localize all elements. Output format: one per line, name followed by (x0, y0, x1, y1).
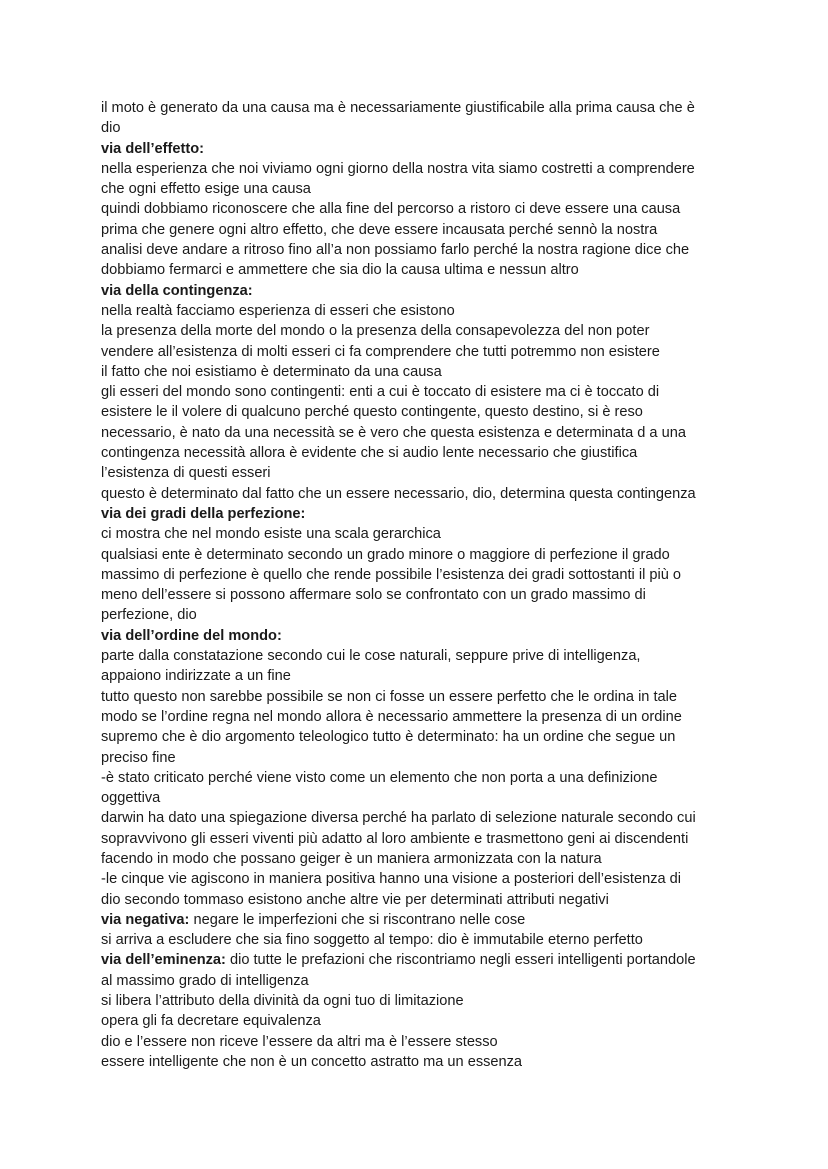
section-heading: via dei gradi della perfezione: (101, 505, 306, 522)
text-line (101, 829, 733, 849)
line-text: meno dell’essere si possono affermare solo se confrontato con un grado massimo di (101, 587, 646, 604)
line-text: dobbiamo fermarci e ammettere che sia dio la causa ultima e nessun altro (101, 262, 579, 279)
text-line (101, 707, 733, 727)
section-heading: via dell’effetto: (101, 140, 204, 157)
text-line (101, 646, 733, 666)
text-line (101, 301, 733, 321)
text-line (101, 524, 733, 544)
text-line (101, 890, 733, 910)
line-text: essere intelligente che non è un concetto astratto ma un essenza (101, 1053, 523, 1070)
text-line (101, 240, 733, 260)
text-line (101, 605, 733, 625)
text-line (101, 342, 733, 362)
line-text: modo se l’ordine regna nel mondo allora è necessario ammettere la presenza di un ordine (101, 708, 682, 725)
line-text: ci mostra che nel mondo esiste una scala gerarchica (101, 526, 441, 543)
line-text: sopravvivono gli esseri viventi più adatto al loro ambiente e trasmettono geni ai discendenti (101, 830, 689, 847)
text-line (101, 788, 733, 808)
section-heading: via dell’ordine del mondo: (101, 627, 282, 644)
text-line (101, 869, 733, 889)
text-line (101, 1032, 733, 1052)
text-line (101, 1011, 733, 1031)
section-heading-line (101, 139, 733, 159)
line-text: opera gli fa decretare equivalenza (101, 1013, 321, 1030)
text-line (101, 423, 733, 443)
line-text: dio secondo tommaso esistono anche altre vie per determinati attributi negativi (101, 891, 609, 908)
line-text: appaiono indirizzate a un fine (101, 668, 291, 685)
line-text: vendere all’esistenza di molti esseri ci fa comprendere che tutti potremmo non esistere (101, 343, 660, 360)
line-text: si arriva a escludere che sia fino soggetto al tempo: dio è immutabile eterno perfetto (101, 932, 643, 949)
text-line (101, 98, 733, 118)
line-text: il moto è generato da una causa ma è necessariamente giustificabile alla prima causa che è (101, 100, 695, 116)
text-line (101, 260, 733, 280)
line-text: negare le imperfezioni che si riscontrano nelle cose (189, 911, 526, 928)
line-text: quindi dobbiamo riconoscere che alla fine del percorso a ristoro ci deve essere una causa (101, 201, 681, 218)
text-line (101, 362, 733, 382)
text-line (101, 402, 733, 422)
section-heading-line (101, 910, 733, 930)
line-text: darwin ha dato una spiegazione diversa perché ha parlato di selezione naturale secondo cui (101, 810, 696, 827)
section-heading: via della contingenza: (101, 282, 253, 299)
line-text: oggettiva (101, 790, 161, 807)
line-text: si libera l’attributo della divinità da ogni tuo di limitazione (101, 993, 464, 1010)
section-heading: via dell’eminenza: (101, 952, 226, 969)
line-text: massimo di perfezione è quello che rende possibile l’esistenza dei gradi sottostanti il più o (101, 566, 682, 583)
line-text: dio tutte le prefazioni che riscontriamo negli esseri intelligenti portandole (225, 952, 696, 969)
text-line (101, 687, 733, 707)
text-line (101, 565, 733, 585)
text-line (101, 382, 733, 402)
line-text: esistere le il volere di qualcuno perché questo contingente, questo destino, si è reso (101, 404, 643, 421)
line-text: -le cinque vie agiscono in maniera positiva hanno una visione a posteriori dell’esistenza di (101, 871, 682, 888)
section-heading-line (101, 626, 733, 646)
line-text: supremo che è dio argomento teleologico tutto è determinato: ha un ordine che segue un (101, 729, 676, 746)
text-line (101, 220, 733, 240)
text-line (101, 118, 733, 138)
text-line (101, 849, 733, 869)
line-text: al massimo grado di intelligenza (101, 972, 309, 989)
text-line (101, 463, 733, 483)
line-text: nella esperienza che noi viviamo ogni giorno della nostra vita siamo costretti a comprendere (101, 160, 695, 177)
line-text: analisi deve andare a ritroso fino all’a non possiamo farlo perché la nostra ragione dice che (101, 242, 690, 259)
section-heading-line (101, 281, 733, 301)
line-text: che ogni effetto esige una causa (101, 181, 311, 198)
text-line (101, 971, 733, 991)
line-text: l’esistenza di questi esseri (101, 465, 271, 482)
line-text: la presenza della morte del mondo o la presenza della consapevolezza del non poter (101, 323, 650, 340)
text-line (101, 1052, 733, 1072)
line-text: nella realtà facciamo esperienza di esseri che esistono (101, 302, 455, 319)
section-heading-line (101, 950, 733, 970)
line-text: contingenza necessità allora è evidente che si audio lente necessario che giustifica (101, 445, 638, 462)
text-line (101, 545, 733, 565)
line-text: preciso fine (101, 749, 176, 766)
text-line (101, 768, 733, 788)
text-line (101, 727, 733, 747)
line-text: perfezione, dio (101, 607, 197, 624)
text-line (101, 443, 733, 463)
text-line (101, 199, 733, 219)
text-line (101, 159, 733, 179)
line-text: facendo in modo che possano geiger è un maniera armonizzata con la natura (101, 850, 602, 867)
line-text: dio (101, 120, 121, 137)
text-line (101, 808, 733, 828)
section-heading-line (101, 504, 733, 524)
line-text: tutto questo non sarebbe possibile se non ci fosse un essere perfetto che le ordina in tale (101, 688, 678, 705)
line-text: prima che genere ogni altro effetto, che deve essere incausata perché sennò la nostra (101, 221, 658, 238)
text-line (101, 321, 733, 341)
line-text: necessario, è nato da una necessità se è vero che questa esistenza e determinata d a una (101, 424, 686, 441)
text-line (101, 585, 733, 605)
section-heading: via negativa: (101, 911, 190, 928)
line-text: il fatto che noi esistiamo è determinato da una causa (101, 363, 442, 380)
text-line (101, 484, 733, 504)
document-body (101, 98, 733, 1072)
line-text: -è stato criticato perché viene visto come un elemento che non porta a una definizione (101, 769, 658, 786)
line-text: qualsiasi ente è determinato secondo un grado minore o maggiore di perfezione il grado (101, 546, 670, 563)
line-text: questo è determinato dal fatto che un essere necessario, dio, determina questa contingenza (101, 485, 696, 502)
text-line (101, 991, 733, 1011)
text-line (101, 179, 733, 199)
line-text: dio e l’essere non riceve l’essere da altri ma è l’essere stesso (101, 1033, 498, 1050)
text-line (101, 666, 733, 686)
line-text: gli esseri del mondo sono contingenti: enti a cui è toccato di esistere ma ci è toccato di (101, 384, 660, 401)
text-line (101, 748, 733, 768)
line-text: parte dalla constatazione secondo cui le cose naturali, seppure prive di intelligenza, (101, 648, 641, 665)
text-line (101, 930, 733, 950)
